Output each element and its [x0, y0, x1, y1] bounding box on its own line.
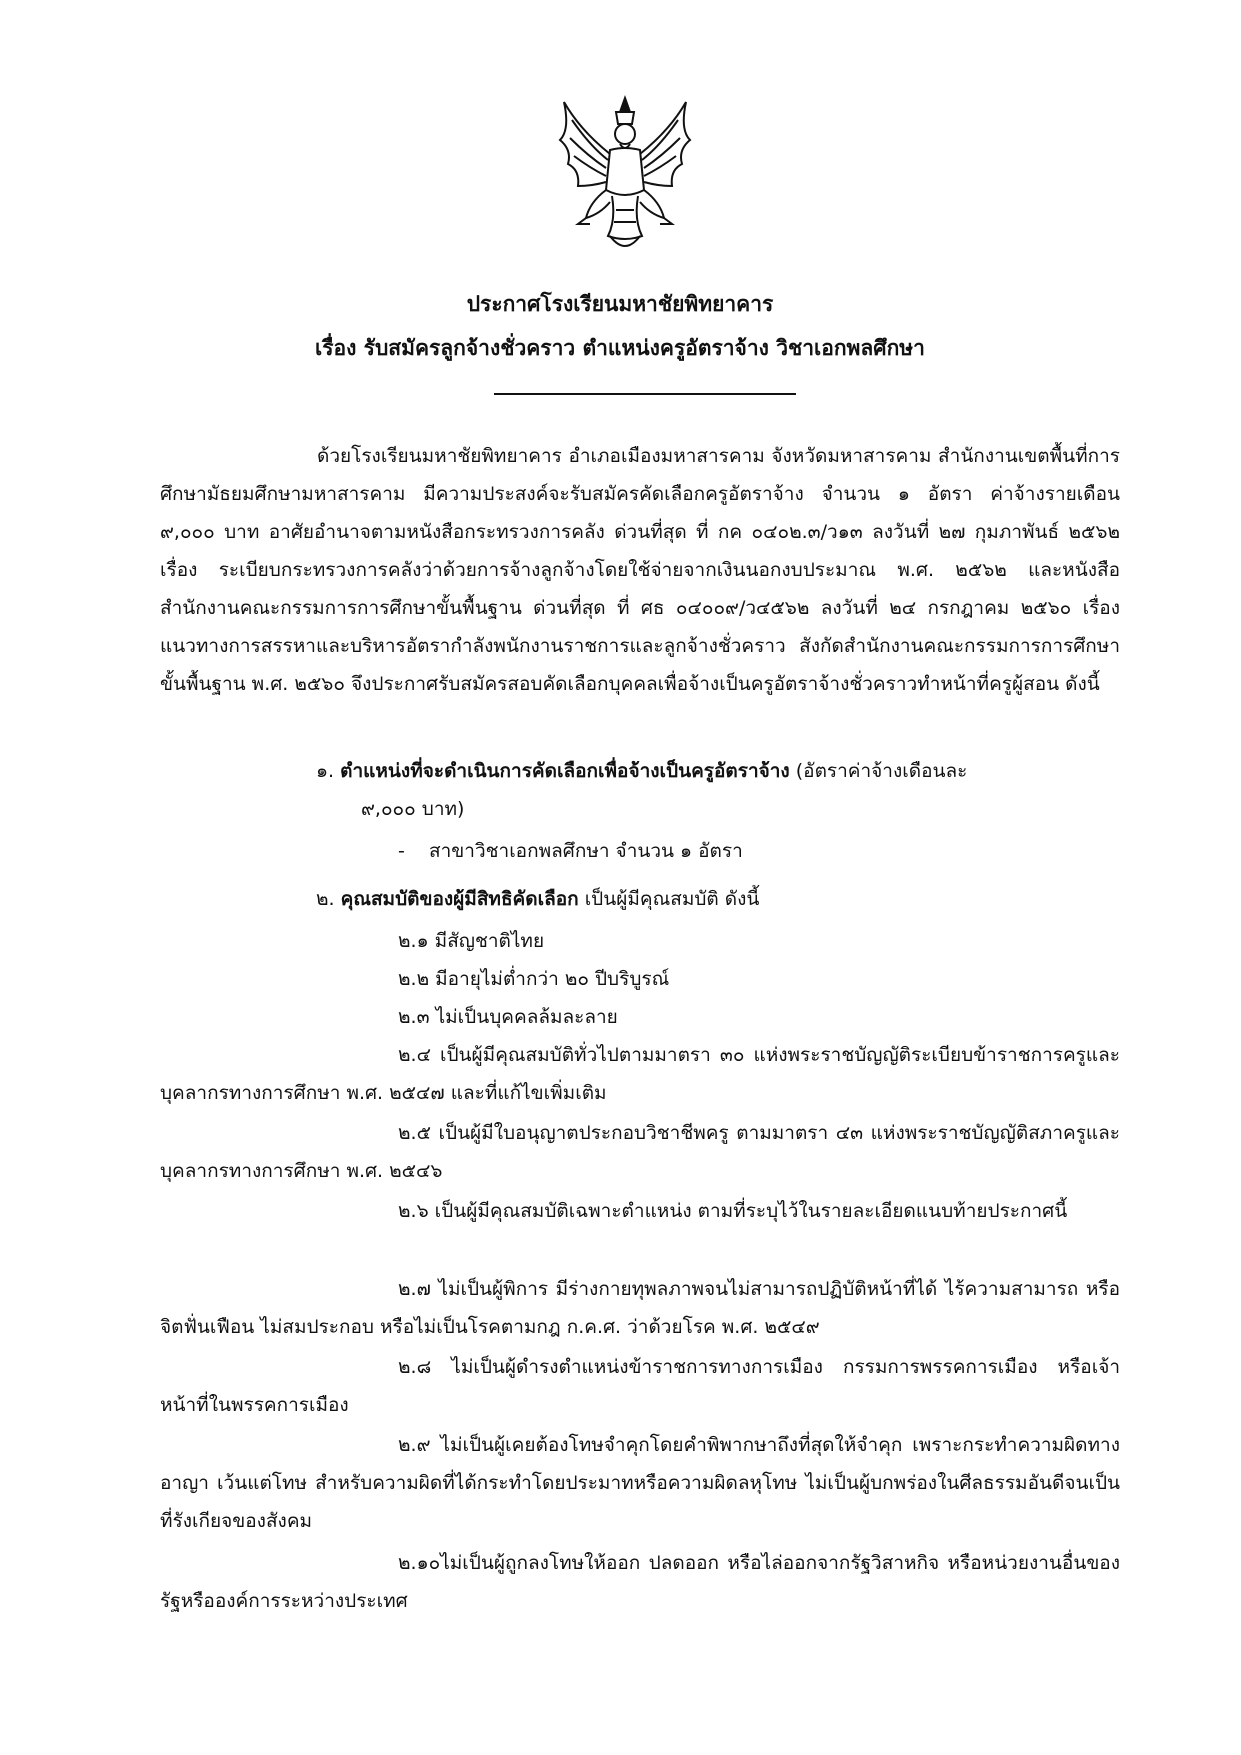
qualification-item: ๒.๗ ไม่เป็นผู้พิการ มีร่างกายทุพลภาพจนไม่สามารถปฏิบัติหน้าที่ได้ ไร้ความสามารถ หรือจิตฟั่นเฟือน ไม่สมประกอบ หรือไม่เป็นโรคตามกฎ ก.ค.ศ. ว่าด้วยโรค พ.ศ. ๒๕๔๙ — [160, 1278, 1120, 1338]
section-2-title: คุณสมบัติของผู้มีสิทธิคัดเลือก — [340, 888, 579, 910]
section-1-title: ตำแหน่งที่จะดำเนินการคัดเลือกเพื่อจ้างเป็นครูอัตราจ้าง — [340, 760, 790, 782]
section-1-number: ๑. — [316, 760, 335, 782]
section-1-rate-close: ๙,๐๐๐ บาท) — [361, 798, 465, 820]
section-2-heading — [316, 880, 759, 918]
qualification-item: ๒.๕ เป็นผู้มีใบอนุญาตประกอบวิชาชีพครู ตามมาตรา ๔๓ แห่งพระราชบัญญัติสภาครูและบุคลากรทางการศึกษา พ.ศ. ๒๕๔๖ — [160, 1122, 1120, 1182]
garuda-emblem-icon — [550, 90, 700, 260]
document-subject: เรื่อง รับสมัครลูกจ้างชั่วคราว ตำแหน่งครูอัตราจ้าง วิชาเอกพลศึกษา — [315, 336, 925, 360]
qualification-item: ๒.๖ เป็นผู้มีคุณสมบัติเฉพาะตำแหน่ง ตามที่ระบุไว้ในรายละเอียดแนบท้ายประกาศนี้ — [398, 1200, 1068, 1222]
qualification-item: ๒.๘ ไม่เป็นผู้ดำรงตำแหน่งข้าราชการทางการเมือง กรรมการพรรคการเมือง หรือเจ้าหน้าที่ในพรรคการเมือง — [160, 1356, 1120, 1416]
document-title: ประกาศโรงเรียนมหาชัยพิทยาคาร — [466, 292, 774, 316]
intro-paragraph: ด้วยโรงเรียนมหาชัยพิทยาคาร อำเภอเมืองมหาสารคาม จังหวัดมหาสารคาม สำนักงานเขตพื้นที่การศึกษามัธยมศึกษามหาสารคาม มีความประสงค์จะรับสมัครคัดเลือกครูอัตราจ้าง จำนวน ๑ อัตรา ค่าจ้างรายเดือน ๙,๐๐๐ บาท อาศัยอำนาจตามหนังสือกระทรวงการคลัง ด่วนที่สุด ที่ กค ๐๔๐๒.๓/ว๑๓ ลงวันที่ ๒๗ กุมภาพันธ์ ๒๕๖๒ เรื่อง ระเบียบกระทรวงการคลังว่าด้วยการจ้างลูกจ้างโดยใช้จ่ายจากเงินนอกงบประมาณ พ.ศ. ๒๕๖๒ และหนังสือสำนักงานคณะกรรมการการศึกษาขั้นพื้นฐาน ด่วนที่สุด ที่ ศธ ๐๔๐๐๙/ว๔๕๖๒ ลงวันที่ ๒๔ กรกฎาคม ๒๕๖๐ เรื่อง แนวทางการสรรหาและบริหารอัตรากำลังพนักงานราชการและลูกจ้างชั่วคราว สังกัดสำนักงานคณะกรรมการการศึกษาขั้นพื้นฐาน พ.ศ. ๒๕๖๐ จึงประกาศรับสมัครสอบคัดเลือกบุคคลเพื่อจ้างเป็นครูอัตราจ้างชั่วคราวทำหน้าที่ครูผู้สอน ดังนี้ — [160, 445, 1120, 695]
section-2-title-rest: เป็นผู้มีคุณสมบัติ ดังนี้ — [584, 888, 760, 910]
section-1-bullet — [398, 832, 743, 870]
section-2-number: ๒. — [316, 888, 335, 910]
qualification-item: ๒.๔ เป็นผู้มีคุณสมบัติทั่วไปตามมาตรา ๓๐ แห่งพระราชบัญญัติระเบียบข้าราชการครูและบุคลากรทางการศึกษา พ.ศ. ๒๕๔๗ และที่แก้ไขเพิ่มเติม — [160, 1044, 1120, 1104]
section-1-position: สาขาวิชาเอกพลศึกษา จำนวน ๑ อัตรา — [429, 840, 743, 862]
section-1-heading — [316, 752, 967, 790]
qualification-item: ๒.๒ มีอายุไม่ต่ำกว่า ๒๐ ปีบริบูรณ์ — [398, 968, 670, 990]
qualification-item: ๒.๙ ไม่เป็นผู้เคยต้องโทษจำคุกโดยคำพิพากษาถึงที่สุดให้จำคุก เพราะกระทำความผิดทางอาญา เว้นแต่โทษ สำหรับความผิดที่ได้กระทำโดยประมาทหรือความผิดลหุโทษ ไม่เป็นผู้บกพร่องในศีลธรรมอันดีจนเป็นที่รังเกียจของสังคม — [160, 1434, 1120, 1532]
qualification-item: ๒.๑๐ไม่เป็นผู้ถูกลงโทษให้ออก ปลดออก หรือไล่ออกจากรัฐวิสาหกิจ หรือหน่วยงานอื่นของรัฐหรือองค์การระหว่างประเทศ — [160, 1552, 1120, 1612]
section-1-rate: (อัตราค่าจ้างเดือนละ — [795, 760, 968, 782]
qualification-item: ๒.๑ มีสัญชาติไทย — [398, 930, 545, 952]
title-underline — [494, 393, 796, 395]
bullet-dash: - — [398, 840, 405, 862]
qualification-item: ๒.๓ ไม่เป็นบุคคลล้มละลาย — [398, 1006, 618, 1028]
